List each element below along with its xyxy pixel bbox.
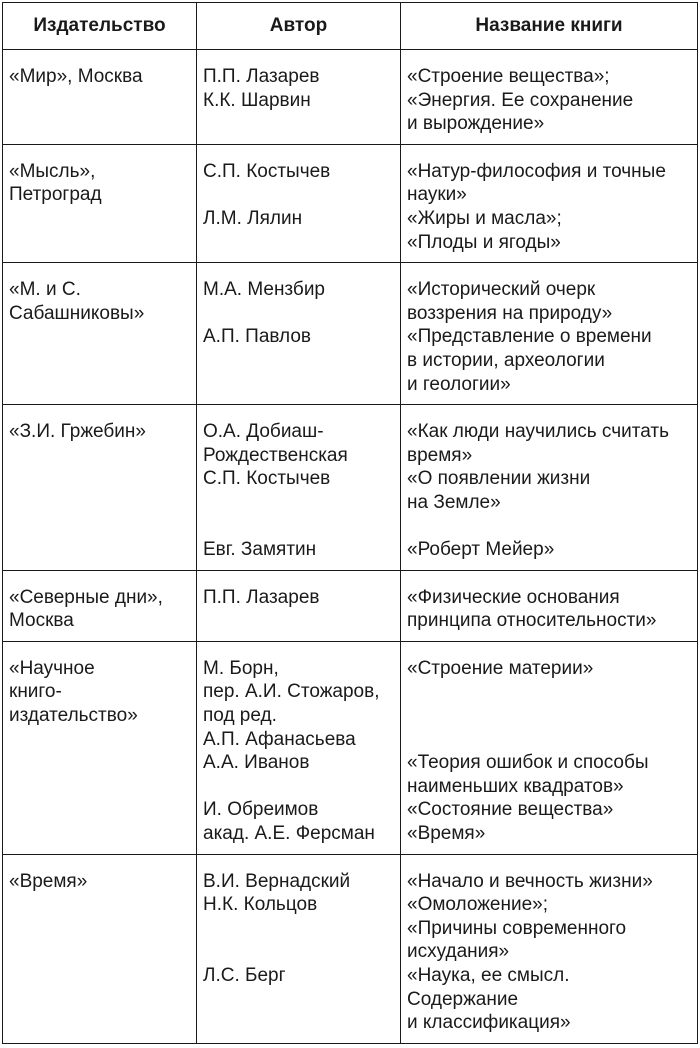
cell-line: М. Борн, <box>203 657 279 679</box>
publisher-cell <box>3 263 197 405</box>
publisher-cell <box>3 570 197 641</box>
cell-line: науки» <box>407 184 467 206</box>
cell-line: книго- <box>9 681 62 703</box>
cell-line <box>407 704 691 728</box>
publisher-cell <box>3 854 197 1043</box>
cell-line: «Строение материи» <box>407 657 594 679</box>
cell-line: «Наука, ее смысл. <box>407 965 570 986</box>
cell-line: Содержание <box>407 988 519 1010</box>
cell-line <box>407 680 691 704</box>
cell-line: «Время» <box>9 870 88 892</box>
cell-line: «Жиры и масла»; <box>407 207 562 229</box>
table-row <box>3 263 698 405</box>
cell-line: «Представление о времени <box>407 326 652 348</box>
cell-line: А.А. Иванов <box>203 752 310 774</box>
author-cell <box>197 570 401 641</box>
cell-line: время» <box>407 444 473 466</box>
author-cell <box>197 854 401 1043</box>
cell-line: «Мысль», <box>9 160 96 182</box>
header-row <box>3 3 698 50</box>
book-title-cell <box>401 50 698 145</box>
cell-line: акад. А.Е. Ферсман <box>203 823 375 845</box>
book-title-cell <box>401 570 698 641</box>
book-title-cell <box>401 854 698 1043</box>
cell-line: В.И. Вернадский <box>203 870 351 892</box>
cell-line <box>407 728 691 752</box>
table-body <box>3 50 698 1044</box>
cell-line: «Роберт Мейер» <box>407 539 555 561</box>
cell-line: «Начало и вечность жизни» <box>407 870 653 892</box>
header-title: Название книги <box>401 3 698 50</box>
cell-line: Петроград <box>9 184 102 206</box>
cell-line: М.А. Мензбир <box>203 279 325 301</box>
book-title-cell <box>401 405 698 571</box>
cell-line: А.П. Павлов <box>203 326 312 348</box>
author-cell <box>197 144 401 262</box>
cell-line: «Состояние вещества» <box>407 799 614 821</box>
cell-line: П.П. Лазарев <box>203 586 320 608</box>
cell-line: «Плоды и ягоды» <box>407 231 561 253</box>
cell-line <box>203 302 394 326</box>
author-cell <box>197 641 401 854</box>
cell-line: воззрения на природу» <box>407 302 613 324</box>
cell-line <box>407 515 691 539</box>
cell-line <box>9 89 190 113</box>
cell-line: Рождественская <box>203 444 348 466</box>
cell-line: издательство» <box>9 705 138 727</box>
cell-line: и вырождение» <box>407 113 545 135</box>
cell-line: «Как люди научились считать <box>407 421 669 443</box>
table-row <box>3 570 698 641</box>
cell-line: «Строение вещества»; <box>407 66 610 87</box>
cell-line: Сабашниковы» <box>9 302 145 324</box>
cell-line: С.П. Костычев <box>203 468 331 490</box>
cell-line: А.П. Афанасьева <box>203 728 356 750</box>
cell-line: Н.К. Кольцов <box>203 894 318 916</box>
cell-line: «Омоложение»; <box>407 894 549 916</box>
cell-line: «М. и С. <box>9 279 81 301</box>
table-row <box>3 144 698 262</box>
cell-line: Л.М. Лялин <box>203 207 303 229</box>
cell-line: и геологии» <box>407 373 511 395</box>
cell-line <box>203 491 394 515</box>
table-row <box>3 405 698 571</box>
cell-line: на Земле» <box>407 491 501 513</box>
publisher-cell <box>3 641 197 854</box>
cell-line <box>203 940 394 964</box>
cell-line: «Физические основания <box>407 586 620 608</box>
cell-line: Москва <box>9 610 74 632</box>
cell-line: «О появлении жизни <box>407 468 591 490</box>
book-title-cell <box>401 263 698 405</box>
cell-line: «Натур-философия и точные <box>407 160 666 182</box>
header-author: Автор <box>197 3 401 50</box>
cell-line: «Исторический очерк <box>407 279 596 301</box>
header-publisher: Издательство <box>3 3 197 50</box>
cell-line: Л.С. Берг <box>203 965 286 986</box>
publisher-cell <box>3 144 197 262</box>
cell-line: П.П. Лазарев <box>203 66 320 87</box>
cell-line: исхудания» <box>407 941 510 963</box>
cell-line <box>203 775 394 799</box>
cell-line <box>203 917 394 941</box>
cell-line: наименьших квадратов» <box>407 775 624 797</box>
table-row <box>3 854 698 1043</box>
cell-line: «Теория ошибок и способы <box>407 752 649 774</box>
book-title-cell <box>401 641 698 854</box>
cell-line: «Мир», Москва <box>9 66 143 87</box>
cell-line: «Время» <box>407 823 486 845</box>
table-row <box>3 641 698 854</box>
table-row <box>3 50 698 145</box>
publisher-cell <box>3 50 197 145</box>
cell-line: «Северные дни», <box>9 586 163 608</box>
publishers-table <box>2 2 698 1044</box>
publisher-cell <box>3 405 197 571</box>
cell-line: К.К. Шарвин <box>203 89 311 111</box>
cell-line: в истории, археологии <box>407 349 605 371</box>
cell-line: принципа относительности» <box>407 610 657 632</box>
book-title-cell <box>401 144 698 262</box>
cell-line: И. Обреимов <box>203 799 319 821</box>
cell-line: под ред. <box>203 705 277 727</box>
cell-line: «Энергия. Ее сохранение <box>407 89 634 111</box>
cell-line <box>203 515 394 539</box>
cell-line: пер. А.И. Стожаров, <box>203 681 380 703</box>
cell-line: «Научное <box>9 657 95 679</box>
cell-line: и классификация» <box>407 1012 571 1034</box>
author-cell <box>197 50 401 145</box>
cell-line: С.П. Костычев <box>203 160 331 182</box>
cell-line: О.А. Добиаш- <box>203 421 324 443</box>
cell-line: «З.И. Гржебин» <box>9 421 146 443</box>
author-cell <box>197 263 401 405</box>
author-cell <box>197 405 401 571</box>
cell-line <box>203 183 394 207</box>
cell-line: «Причины современного <box>407 917 627 939</box>
cell-line: Евг. Замятин <box>203 539 317 561</box>
